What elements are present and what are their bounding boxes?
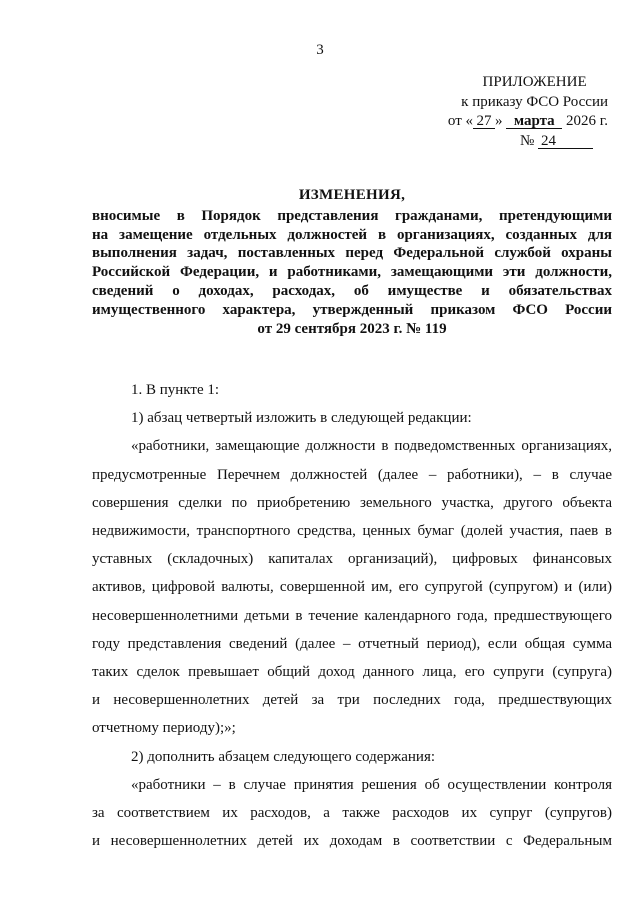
date-day-close: » — [495, 113, 503, 129]
body-line: совершения сделки по приобретению земельного участка, другого объекта — [92, 494, 612, 511]
body-line: отчетному периоду);»; — [92, 720, 236, 737]
body-line: за соответствием их расходов, а также расходов их супруг (супругов) — [92, 805, 612, 822]
date-year: 2026 г. — [566, 113, 608, 129]
title-heading: ИЗМЕНЕНИЯ, — [298, 187, 406, 203]
body-line: и несовершеннолетних детей их доходам в соответствии с Федеральным — [92, 833, 612, 850]
appendix-number — [441, 132, 608, 152]
date-prefix: от « — [447, 113, 474, 129]
body-line: уставных (складочных) капиталах организаций), цифровых финансовых — [92, 551, 612, 568]
appendix-stamp — [441, 73, 608, 151]
appendix-date — [441, 112, 608, 132]
body-line: 1. В пункте 1: — [131, 382, 220, 398]
body-line: таких сделок превышает общий доход данного лица, его супруги (супруга) — [92, 664, 612, 681]
body-line: 2) дополнить абзацем следующего содержания: — [131, 748, 436, 765]
title-line: от 29 сентября 2023 г. № 119 — [257, 320, 447, 337]
date-day: 27 — [473, 114, 495, 129]
title-line: выполнения задач, поставленных перед Федеральной службой охраны — [92, 245, 612, 262]
body-line: несовершеннолетними детьми в течение календарного года, предшествующего — [92, 607, 612, 624]
document-title — [92, 186, 612, 338]
body-line: «работники – в случае принятия решения об осуществлении контроля — [131, 776, 612, 793]
body-line: году представления сведений (далее – отчетный период), если общая сумма — [92, 635, 612, 652]
date-month: марта — [506, 114, 562, 129]
title-line: сведений о доходах, расходах, об имуществе и обязательствах — [92, 282, 612, 299]
body-line: «работники, замещающие должности в подведомственных организациях, — [131, 438, 612, 455]
appendix-title: ПРИЛОЖЕНИЕ — [482, 74, 587, 90]
order-number: 24 — [538, 134, 593, 149]
title-line: на замещение отдельных должностей в организациях, созданных для — [92, 226, 612, 243]
appendix-order-ref: к приказу ФСО России — [461, 93, 608, 110]
body-line: и несовершеннолетних детей за три последних года, предшествующих — [92, 692, 612, 709]
body-line: недвижимости, транспортного средства, ценных бумаг (долей участия, паев в — [92, 523, 612, 540]
page-number: 3 — [316, 42, 324, 58]
number-prefix: № — [519, 132, 535, 149]
title-line: имущественного характера, утвержденный приказом ФСО России — [92, 301, 612, 318]
body-line: активов, цифровой валюты, совершенной им, его супругой (супругом) и (или) — [92, 579, 612, 596]
title-line: Российской Федерации, и работниками, замещающими эти должности, — [92, 264, 612, 281]
title-line: вносимые в Порядок представления гражданами, претендующими — [92, 207, 612, 224]
body-line: 1) абзац четвертый изложить в следующей редакции: — [131, 410, 472, 427]
document-body — [92, 376, 612, 855]
body-line: предусмотренные Перечнем должностей (далее – работники), – в случае — [92, 466, 612, 483]
